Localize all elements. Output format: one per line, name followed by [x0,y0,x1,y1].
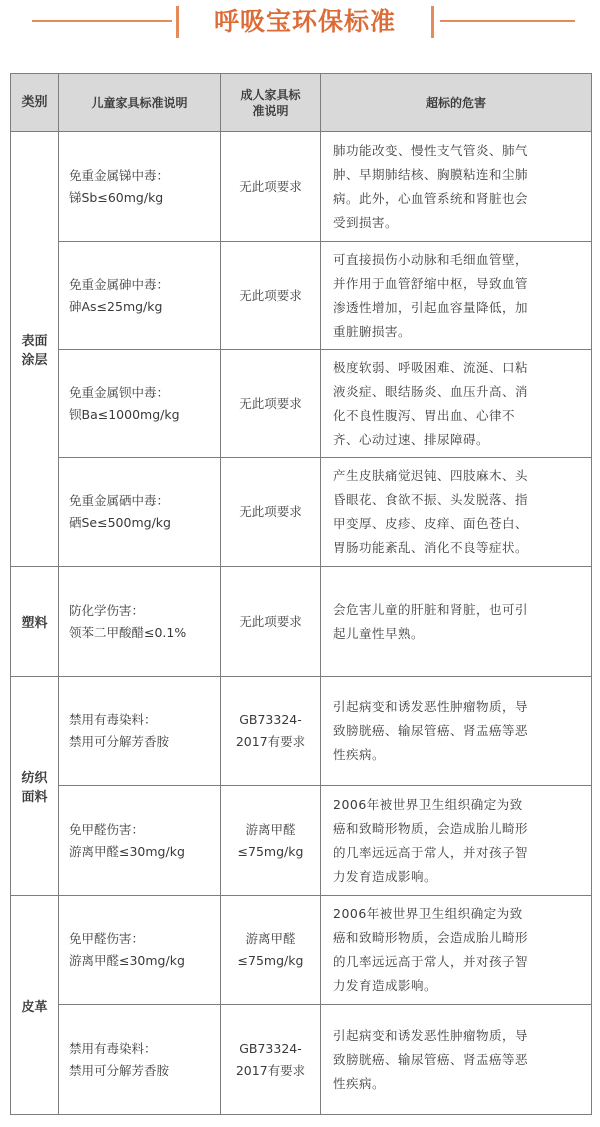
header-decor-line-right [440,20,575,22]
text-line: 禁用可分解芳香胺 [69,1062,170,1078]
text-line: 免重金属硒中毒： [69,493,170,508]
text-line: 肺功能改变、慢性支气管炎、肺气 [333,142,529,158]
adult-standard-cell [221,350,321,458]
text-line: 肿、早期肺结核、胸膜粘连和尘肺 [333,166,529,182]
text-line: 无此项要求 [239,395,302,411]
text-line: ≤75mg/kg [237,843,304,859]
text-line: ≤75mg/kg [237,953,304,968]
category-cell-coating: 表面涂层 [11,132,59,567]
children-standard-cell [59,242,221,350]
text-line: 禁用有毒染料： [69,1040,157,1056]
harm-description-cell [321,458,592,567]
text-line: 的几率远远高于常人，并对孩子智 [333,844,529,860]
adult-standard-cell [221,567,321,677]
text-line: 2006年被世界卫生组织确定为致 [333,796,523,812]
table-row [11,786,592,896]
text-line: 游离甲醛 [245,931,296,946]
column-header-category: 类别 [11,74,59,132]
header-decor-line-left [32,20,172,22]
text-line: GB73324- [239,712,302,727]
text-line: 引起病变和诱发恶性肿瘤物质，导 [333,1027,529,1043]
adult-standard-cell [221,242,321,350]
children-standard-cell [59,458,221,567]
harm-description-cell [321,350,592,458]
text-line: 力发育造成影响。 [333,978,438,993]
table-row [11,458,592,567]
harm-description-cell [321,1005,592,1115]
table-row [11,1005,592,1115]
category-cell-plastic: 塑料 [11,567,59,677]
column-header-harm: 超标的危害 [321,74,592,132]
text-line: 并作用于血管舒缩中枢，导致血管 [333,275,529,291]
header-decor-bar-right [431,6,434,38]
table-row [11,567,592,677]
text-line: 极度软弱、呼吸困难、流涎、口粘 [333,359,529,375]
children-standard-cell [59,132,221,242]
harm-description-cell [321,567,592,677]
harm-description-cell [321,132,592,242]
text-line: 起儿童性早熟。 [333,625,425,641]
column-header-adult-standard: 成人家具标准说明 [221,74,321,132]
text-line: 致膀胱癌、输尿管癌、肾盂癌等恶 [333,723,529,738]
harm-description-cell [321,677,592,786]
text-line: 的几率远远高于常人，并对孩子智 [333,954,529,969]
text-line: 2006年被世界卫生组织确定为致 [333,906,523,921]
adult-standard-cell [221,132,321,242]
header-banner [0,0,600,44]
text-line: 免重金属锑中毒： [69,167,170,183]
children-standard-cell [59,350,221,458]
table-row [11,677,592,786]
text-line: 重脏腑损害。 [333,323,412,339]
text-line: 性疾病。 [333,1075,386,1091]
text-line: 免甲醛伤害： [69,931,145,946]
text-line: 游离甲醛 [245,821,296,837]
page-title: 呼吸宝环保标准 [213,7,396,36]
text-line: 游离甲醛≤30mg/kg [69,843,185,859]
adult-standard-cell [221,786,321,896]
text-line: 硒Se≤500mg/kg [69,515,171,530]
text-line: 渗透性增加，引起血容量降低，加 [333,299,529,315]
category-cell-textile: 纺织面料 [11,677,59,896]
text-line: 2017有要求 [235,734,306,749]
standards-table [10,73,592,1115]
adult-standard-cell [221,896,321,1005]
harm-description-cell [321,896,592,1005]
text-line: 液炎症、眼结肠炎、血压升高、消 [333,383,529,399]
text-line: 胃肠功能紊乱、消化不良等症状。 [333,540,529,555]
text-line: 化不良性腹泻、胃出血、心律不 [333,407,516,423]
text-line: 无此项要求 [239,504,302,519]
text-line: 无此项要求 [239,178,302,194]
text-line: 锑Sb≤60mg/kg [69,189,164,205]
children-standard-cell [59,567,221,677]
category-cell-leather: 皮革 [11,896,59,1115]
text-line: 2017有要求 [235,1062,306,1078]
text-line: 免甲醛伤害： [69,821,145,837]
text-line: 齐、心动过速、排尿障碍。 [333,431,490,447]
text-line: 甲变厚、皮疹、皮痒、面色苍白、 [333,516,529,531]
text-line: 免重金属砷中毒： [69,276,170,292]
harm-description-cell [321,242,592,350]
text-line: 致膀胱癌、输尿管癌、肾盂癌等恶 [333,1051,529,1067]
text-line: 钡Ba≤1000mg/kg [69,406,180,422]
text-line: 禁用可分解芳香胺 [69,734,170,749]
children-standard-cell [59,896,221,1005]
text-line: 性疾病。 [333,747,386,762]
text-line: 产生皮肤痛觉迟钝、四肢麻木、头 [333,468,529,483]
text-line: 禁用有毒染料： [69,712,157,727]
table-row [11,896,592,1005]
text-line: 癌和致畸形物质，会造成胎儿畸形 [333,820,529,836]
column-header-children-standard: 儿童家具标准说明 [59,74,221,132]
text-line: 引起病变和诱发恶性肿瘤物质，导 [333,699,529,714]
text-line: 力发育造成影响。 [333,868,438,884]
text-line: 可直接损伤小动脉和毛细血管壁， [333,251,529,267]
text-line: 病。此外，心血管系统和肾脏也会 [333,190,529,206]
table-row [11,242,592,350]
text-line: 无此项要求 [239,287,302,303]
text-line: 免重金属钡中毒： [69,384,170,400]
text-line: 受到损害。 [333,214,399,230]
table-row [11,350,592,458]
header-decor-bar-left [176,6,179,38]
children-standard-cell [59,677,221,786]
table-header-row [11,74,592,132]
text-line: 游离甲醛≤30mg/kg [69,953,185,968]
text-line: 领苯二甲酸醋≤0.1% [69,624,187,640]
text-line: 昏眼花、食欲不振、头发脱落、指 [333,492,529,507]
text-line: 砷As≤25mg/kg [69,298,163,314]
children-standard-cell [59,1005,221,1115]
text-line: 无此项要求 [239,613,302,629]
children-standard-cell [59,786,221,896]
adult-standard-cell [221,677,321,786]
adult-standard-cell [221,1005,321,1115]
text-line: 癌和致畸形物质，会造成胎儿畸形 [333,930,529,945]
adult-standard-cell [221,458,321,567]
text-line: 防化学伤害： [69,602,145,618]
table-row [11,132,592,242]
text-line: GB73324- [239,1040,302,1056]
text-line: 会危害儿童的肝脏和肾脏，也可引 [333,601,529,617]
harm-description-cell [321,786,592,896]
